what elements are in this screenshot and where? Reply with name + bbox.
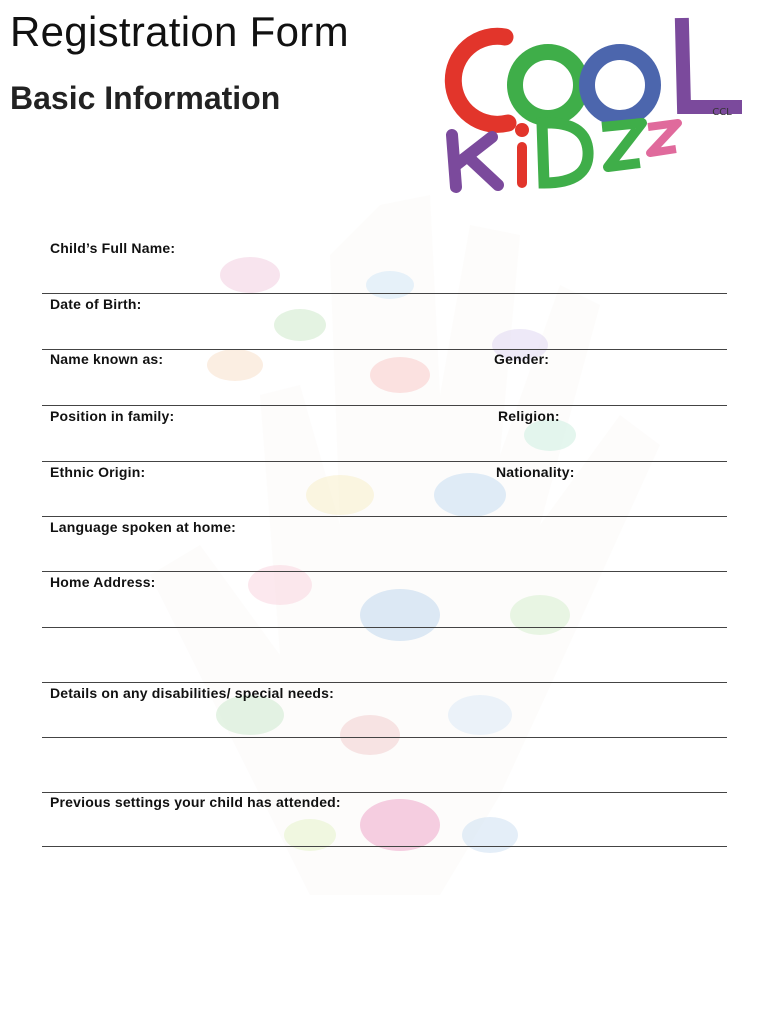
- disabilities-line-1[interactable]: [42, 737, 727, 738]
- previous-settings-line[interactable]: [42, 846, 727, 847]
- ethnic-origin-label: Ethnic Origin:: [50, 464, 146, 480]
- logo-letter-o-1: [515, 52, 581, 118]
- disabilities-label: Details on any disabilities/ special needs:: [50, 685, 335, 701]
- home-address-line-1[interactable]: [42, 627, 727, 628]
- previous-settings-label: Previous settings your child has attended:: [50, 794, 341, 810]
- page-title: Registration Form: [10, 8, 349, 55]
- child-full-name-label: Child’s Full Name:: [50, 240, 176, 256]
- religion-label: Religion:: [498, 408, 560, 424]
- child-full-name-line[interactable]: [42, 293, 727, 294]
- logo-letter-o-2: [587, 52, 653, 118]
- language-home-label: Language spoken at home:: [50, 519, 237, 535]
- date-of-birth-line[interactable]: [42, 349, 727, 350]
- gender-label: Gender:: [494, 351, 550, 367]
- home-address-label: Home Address:: [50, 574, 156, 590]
- logo-tag: CCL: [712, 107, 732, 118]
- logo-letter-i-dot: [515, 123, 529, 137]
- position-in-family-label: Position in family:: [50, 408, 175, 424]
- ethnic-nationality-line[interactable]: [42, 516, 727, 517]
- nationality-label: Nationality:: [496, 464, 575, 480]
- logo-letter-c: [453, 36, 508, 124]
- section-subtitle: Basic Information: [10, 80, 281, 116]
- disabilities-line-2[interactable]: [42, 792, 727, 793]
- logo-letter-z: [602, 123, 642, 167]
- date-of-birth-label: Date of Birth:: [50, 296, 142, 312]
- logo-letter-z-small: [648, 123, 678, 153]
- position-religion-line[interactable]: [42, 461, 727, 462]
- home-address-line-2[interactable]: [42, 682, 727, 683]
- language-home-line[interactable]: [42, 571, 727, 572]
- logo-letter-l: [682, 25, 735, 107]
- name-known-as-label: Name known as:: [50, 351, 164, 367]
- name-gender-line[interactable]: [42, 405, 727, 406]
- logo-letter-k: [452, 135, 498, 187]
- logo-letter-d: [542, 123, 588, 183]
- cool-kidz-logo: [430, 15, 750, 195]
